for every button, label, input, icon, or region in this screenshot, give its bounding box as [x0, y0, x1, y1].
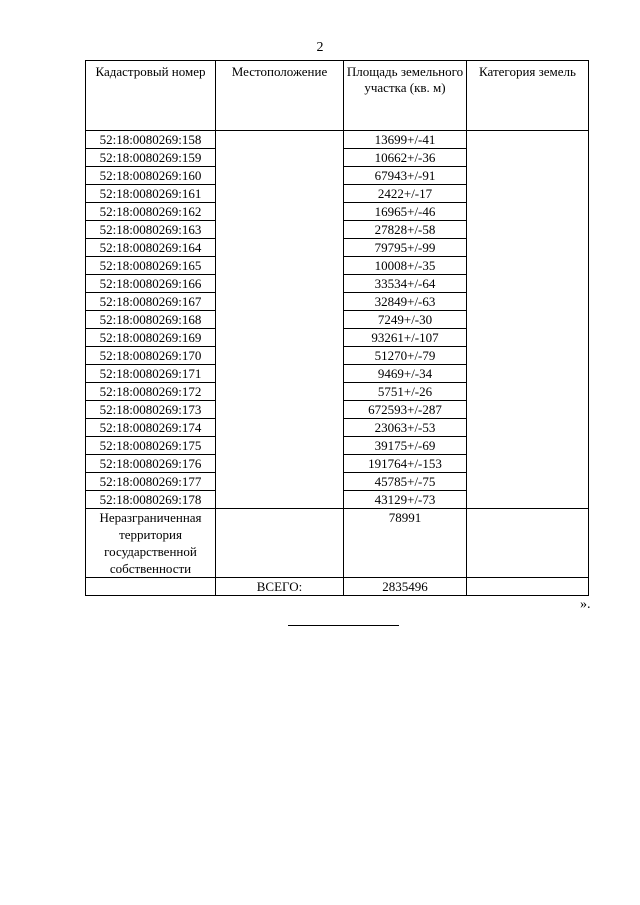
area-cell: 5751+/-26 [344, 383, 467, 401]
cadastral-number-cell: 52:18:0080269:174 [86, 419, 216, 437]
area-cell: 10008+/-35 [344, 257, 467, 275]
unallocated-territory-area: 78991 [344, 509, 467, 578]
cadastral-number-cell: 52:18:0080269:177 [86, 473, 216, 491]
cadastral-number-cell: 52:18:0080269:163 [86, 221, 216, 239]
cadastral-number-cell: 52:18:0080269:164 [86, 239, 216, 257]
cadastral-number-cell: 52:18:0080269:158 [86, 131, 216, 149]
total-empty-cell [86, 578, 216, 596]
area-cell: 191764+/-153 [344, 455, 467, 473]
area-cell: 43129+/-73 [344, 491, 467, 509]
area-cell: 45785+/-75 [344, 473, 467, 491]
area-cell: 9469+/-34 [344, 365, 467, 383]
category-cell [467, 131, 589, 509]
area-cell: 27828+/-58 [344, 221, 467, 239]
cadastral-number-cell: 52:18:0080269:170 [86, 347, 216, 365]
unallocated-territory-category [467, 509, 589, 578]
header-location: Местоположение [216, 61, 344, 131]
area-cell: 672593+/-287 [344, 401, 467, 419]
total-label: ВСЕГО: [216, 578, 344, 596]
cadastral-number-cell: 52:18:0080269:162 [86, 203, 216, 221]
cadastral-number-cell: 52:18:0080269:173 [86, 401, 216, 419]
area-cell: 79795+/-99 [344, 239, 467, 257]
header-area: Площадь земельного участка (кв. м) [344, 61, 467, 131]
total-value: 2835496 [344, 578, 467, 596]
cadastral-number-cell: 52:18:0080269:178 [86, 491, 216, 509]
cadastral-number-cell: 52:18:0080269:160 [86, 167, 216, 185]
unallocated-territory-name: Неразграниченная территория государственной собственности [86, 509, 216, 578]
cadastral-number-cell: 52:18:0080269:169 [86, 329, 216, 347]
area-cell: 16965+/-46 [344, 203, 467, 221]
cadastral-number-cell: 52:18:0080269:168 [86, 311, 216, 329]
location-cell [216, 131, 344, 509]
cadastral-number-cell: 52:18:0080269:171 [86, 365, 216, 383]
cadastral-number-cell: 52:18:0080269:165 [86, 257, 216, 275]
area-cell: 7249+/-30 [344, 311, 467, 329]
area-cell: 51270+/-79 [344, 347, 467, 365]
header-category: Категория земель [467, 61, 589, 131]
unallocated-territory-row [86, 509, 589, 578]
area-cell: 67943+/-91 [344, 167, 467, 185]
area-cell: 23063+/-53 [344, 419, 467, 437]
area-cell: 13699+/-41 [344, 131, 467, 149]
cadastral-number-cell: 52:18:0080269:161 [86, 185, 216, 203]
cadastral-number-cell: 52:18:0080269:167 [86, 293, 216, 311]
cadastral-number-cell: 52:18:0080269:176 [86, 455, 216, 473]
cadastral-number-cell: 52:18:0080269:175 [86, 437, 216, 455]
unallocated-territory-location [216, 509, 344, 578]
closing-quote-mark: ». [580, 597, 591, 612]
land-plots-table [85, 60, 589, 596]
table-row [86, 131, 589, 149]
area-cell: 10662+/-36 [344, 149, 467, 167]
table-body [86, 131, 589, 596]
total-category-cell [467, 578, 589, 596]
header-cadastral-number: Кадастровый номер [86, 61, 216, 131]
area-cell: 39175+/-69 [344, 437, 467, 455]
total-row [86, 578, 589, 596]
end-divider-line [288, 625, 399, 626]
cadastral-number-cell: 52:18:0080269:159 [86, 149, 216, 167]
area-cell: 33534+/-64 [344, 275, 467, 293]
table-header-row [86, 61, 589, 131]
cadastral-number-cell: 52:18:0080269:172 [86, 383, 216, 401]
area-cell: 32849+/-63 [344, 293, 467, 311]
area-cell: 2422+/-17 [344, 185, 467, 203]
area-cell: 93261+/-107 [344, 329, 467, 347]
cadastral-number-cell: 52:18:0080269:166 [86, 275, 216, 293]
page-number: 2 [316, 40, 324, 55]
